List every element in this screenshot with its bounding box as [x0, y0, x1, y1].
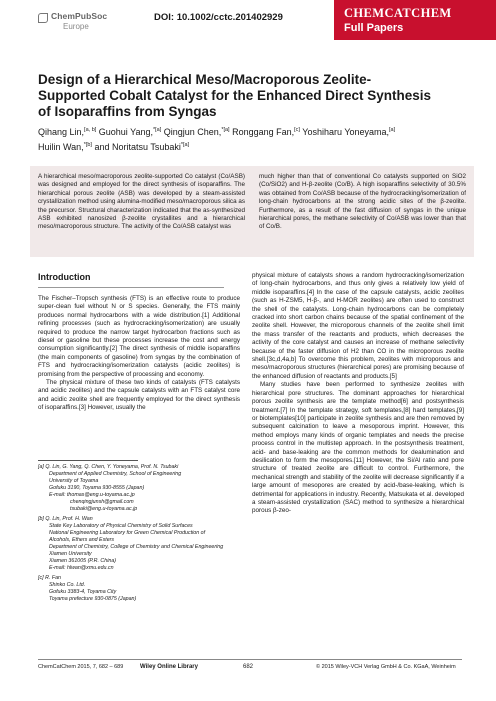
author-name: and Noritatsu Tsubaki	[91, 142, 181, 152]
author-affiliation-mark: *[b]	[83, 142, 92, 148]
affiliation-list	[38, 464, 240, 606]
paragraph: The Fischer–Tropsch synthesis (FTS) is an effective route to produce super-clean fuel without N or S species. Generally, the FTS mainly produces normal hydrocarbons with a wide distribution.[1] Additional refining processes (such as hydrocracking/isomerization) are usually required to produce the narrow target hydrocarbon fractions such as diesel or gasoline but these processes increase the cost and energy consumption significantly.[2] The direct synthesis of middle isoparaffins (the main components of gasoline) from syngas by the combination of FTS and hydrocracking/isomerization catalysts (acidic zeolites) is promising from the perspective of processing and economy.	[38, 295, 240, 378]
section-heading: Introduction	[38, 272, 91, 282]
paragraph: physical mixture of catalysts shows a random hydrocracking/isomerization of long-chain hydrocarbons, and thus only gives a relatively low yield of middle isoparaffins.[4] In the case of the capsule catalysts, acidic zeolites (such as H-ZSM5, H-β-, and H-MOR zeolites) are often used to construct the shell of the catalysts. Long-chain hydrocarbons can be completely cracked into short carbon chains because of the spatial confinement of the zeolite shell. However, the microporous channels of the zeolite shell limit the mass transfer of the reactants and products, which decreases the activity of the core catalyst and causes an increase of methane selectivity because of the faster diffusion of H2 than CO in the microporous zeolite shell.[3c,d,4a,b] To overcome this problem, zeolites with microporous and meso/macroporous structures (hierarchical pores) are promising because of the enhanced diffusion of reactants and products.[5]	[252, 272, 464, 380]
author-name: Huilin Wan,	[38, 142, 84, 152]
author-name: Qingjun Chen,	[161, 127, 222, 137]
body-column-left	[38, 295, 240, 455]
footer-divider	[38, 659, 462, 660]
affiliation-line: [a] Q. Lin, G. Yang, Q. Chen, Y. Yoneyama, Prof. N. Tsubaki	[38, 464, 179, 470]
email-link[interactable]: E-mail: thomas@eng.u-toyama.ac.jp	[49, 492, 135, 498]
affiliation-divider	[38, 460, 138, 461]
page-number: 682	[243, 664, 254, 670]
article-title: Design of a Hierarchical Meso/Macroporous Zeolite-Supported Cobalt Catalyst for the Enhanced Direct Synthesis of Isoparaffins from Syngas	[38, 72, 432, 119]
author-affiliation-mark: *[a]	[221, 127, 230, 133]
affiliation-line: National Engineering Laboratory for Green Chemical Production of	[49, 530, 206, 536]
affiliation-line: Alcohols, Ethers and Esters	[49, 537, 115, 543]
affiliation-block	[38, 516, 240, 572]
publisher-logo-icon	[38, 13, 48, 23]
author-name: Ronggang Fan,	[229, 127, 295, 137]
affiliation-block	[38, 575, 240, 603]
doi[interactable]: DOI: 10.1002/cctc.201402929	[154, 12, 283, 23]
email-link[interactable]: chenqingjunsh@gmail.com	[70, 499, 134, 505]
author-affiliation-mark: [a]	[389, 127, 396, 133]
journal-name: CHEMCATCHEM	[344, 6, 452, 20]
affiliation-line: [c] R. Fan	[38, 575, 61, 581]
author-list	[38, 124, 458, 154]
author-affiliation-mark: [c]	[294, 127, 300, 133]
email-link[interactable]: tsubaki@eng.u-toyama.ac.jp	[70, 506, 138, 512]
author-name: Guohui Yang,	[96, 127, 153, 137]
abstract-box	[30, 166, 474, 257]
page-header	[0, 0, 496, 44]
journal-section: Full Papers	[344, 22, 404, 34]
author-name: Qihang Lin,	[38, 127, 85, 137]
affiliation-line: University of Toyama	[49, 478, 99, 484]
affiliation-line: Toyama prefecture 930-0875 (Japan)	[49, 596, 137, 602]
affiliation-line: Shinko Co. Ltd.	[49, 582, 86, 588]
publisher-name: ChemPubSoc	[51, 11, 108, 21]
paragraph: Many studies have been performed to synthesize zeolites with hierarchical pore structures. The dominant approaches for hierarchical porous zeolite synthesis are the template method[6] and postsynthesis treatment.[7] In the template strategy, soft templates,[8] hard templates,[9] or biotemplates[10] participate in zeolite synthesis and are then removed by subsequent calcination to leave a mesoporous imprint. However, this method employs many kinds of organic templates and needs the precise process control in the multistep approach. In the postsynthesis treatment, acid- and base-leaking are the common methods for dealumination and desilication to form the mesopores.[11] However, the Si/Al ratio and pore structure of treated zeolite are difficult to control. Furthermore, the mechanical strength and stability of the zeolite will decrease significantly if a large amount of mesopores are created by acid-/base-leaking, which is detrimental for applications in industry. Recently, Matsukata et al. developed a steam-assisted crystallization (SAC) method to synthesize a hierarchical porous β-zeo-	[252, 381, 464, 515]
affiliation-line: Department of Applied Chemistry, School of Engineering	[49, 471, 182, 477]
author-affiliation-mark: *[a]	[153, 127, 162, 133]
author-affiliation-mark: *[a]	[180, 142, 190, 148]
body-column-right	[252, 272, 464, 652]
footer-copyright: © 2015 Wiley-VCH Verlag GmbH & Co. KGaA, Weinheim	[316, 664, 456, 670]
affiliation-line: State Key Laboratory of Physical Chemistry of Solid Surfaces	[49, 523, 193, 529]
section-divider	[38, 287, 224, 288]
journal-banner	[334, 0, 496, 40]
footer-citation: ChemCatChem 2015, 7, 682 – 689	[38, 664, 124, 670]
affiliation-line: Department of Chemistry, College of Chemistry and Chemical Engineering	[49, 544, 224, 550]
author-name: Yoshiharu Yoneyama,	[299, 127, 390, 137]
wiley-online-link[interactable]: Wiley Online Library	[140, 664, 198, 670]
paragraph: The physical mixture of these two kinds of catalysts (FTS catalysts and acidic zeolites) and the capsule catalysts with an FTS catalyst core and acidic zeolite shell are frequently employed for the direct synthesis of isoparaffins.[3] However, usually the	[38, 379, 240, 412]
author-affiliation-mark: [a, b]	[84, 127, 97, 133]
publisher-logo	[38, 11, 110, 35]
publisher-sub: Europe	[63, 22, 89, 31]
affiliation-block	[38, 464, 240, 513]
affiliation-line: Xiamen 361005 (P.R. China)	[49, 558, 117, 564]
abstract-left: A hierarchical meso/macroporous zeolite-supported Co catalyst (Co/ASB) was designed and employed for the direct synthesis of isoparaffins. The hierarchical porous zeolite (ASB) was developed by a steam-assisted crystallization method using alumina-modified meso/macroporous silica as the precursor. Structural characterization indicated that the as-synthesized ASB exhibited nanosized β-zeolite crystallites and a hierarchical meso/macroporous structure. The activity of the Co/ASB catalyst was	[38, 173, 245, 231]
affiliation-line: [b] Q. Lin, Prof. H. Wan	[38, 516, 93, 522]
affiliation-line: Gofuku 3383-4, Toyama City	[49, 589, 117, 595]
email-link[interactable]: E-mail: hlwan@xmu.edu.cn	[49, 565, 114, 571]
affiliation-line: Gofuku 3190, Toyama 930-8555 (Japan)	[49, 485, 145, 491]
affiliation-line: Xiamen University	[49, 551, 92, 557]
abstract-right: much higher than that of conventional Co catalysts supported on SiO2 (Co/SiO2) and H-β-zeolite (Co/B). A high isoparaffins selectivity of 30.5% was obtained from Co/ASB because of the hydrocracking/isomerization of long-chain hydrocarbons at the strong acidic sites of the β-zeolite. Furthermore, as a result of the fast diffusion of syngas in the unique hierarchical pores, the methane selectivity of Co/ASB was lower than that of Co/B.	[259, 173, 466, 231]
